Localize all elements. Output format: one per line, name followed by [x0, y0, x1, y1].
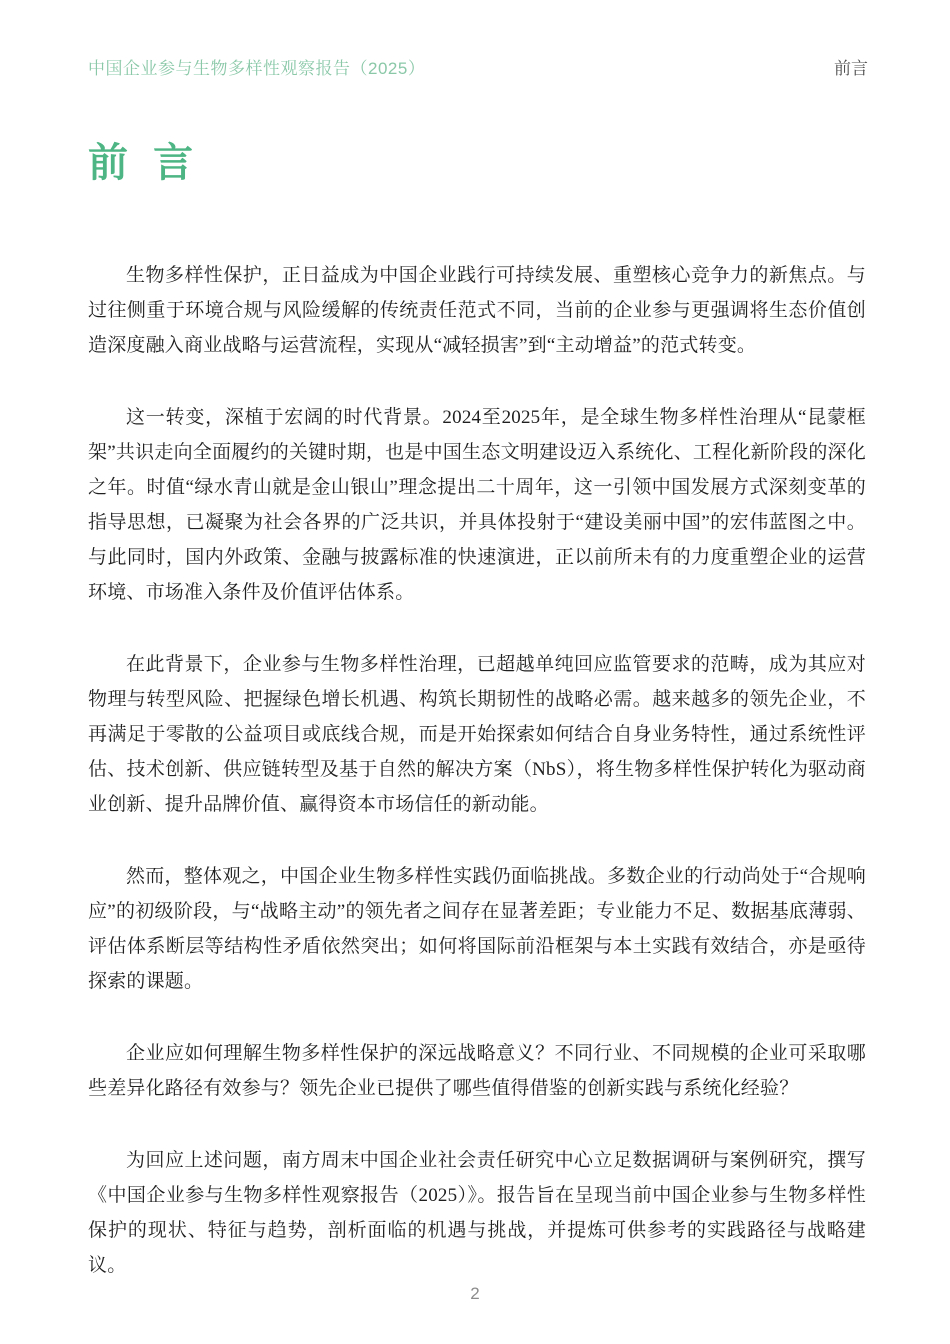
paragraph-3: 在此背景下，企业参与生物多样性治理，已超越单纯回应监管要求的范畴，成为其应对物理与转型风险、把握绿色增长机遇、构筑长期韧性的战略必需。越来越多的领先企业，不再满足于零散的公益项目或底线合规，而是开始探索如何结合自身业务特性，通过系统性评估、技术创新、供应链转型及基于自然的解决方案（NbS），将生物多样性保护转化为驱动商业创新、提升品牌价值、赢得资本市场信任的新动能。	[88, 654, 866, 815]
running-header	[88, 58, 868, 80]
header-report-title: 中国企业参与生物多样性观察报告（2025）	[88, 59, 426, 78]
header-section-label: 前言	[834, 59, 868, 78]
page-title: 前 言	[88, 141, 196, 185]
page-number: 2	[470, 1284, 480, 1303]
paragraph-2: 这一转变，深植于宏阔的时代背景。2024至2025年，是全球生物多样性治理从“昆蒙框架”共识走向全面履约的关键时期，也是中国生态文明建设迈入系统化、工程化新阶段的深化之年。时值“绿水青山就是金山银山”理念提出二十周年，这一引领中国发展方式深刻变革的指导思想，已凝聚为社会各界的广泛共识，并具体投射于“建设美丽中国”的宏伟蓝图之中。与此同时，国内外政策、金融与披露标准的快速演进，正以前所未有的力度重塑企业的运营环境、市场准入条件及价值评估体系。	[88, 407, 866, 603]
paragraph-6: 为回应上述问题，南方周末中国企业社会责任研究中心立足数据调研与案例研究，撰写《中国企业参与生物多样性观察报告（2025）》。报告旨在呈现当前中国企业参与生物多样性保护的现状、特征与趋势，剖析面临的机遇与挑战，并提炼可供参考的实践路径与战略建议。	[88, 1150, 866, 1276]
paragraph-1: 生物多样性保护，正日益成为中国企业践行可持续发展、重塑核心竞争力的新焦点。与过往侧重于环境合规与风险缓解的传统责任范式不同，当前的企业参与更强调将生态价值创造深度融入商业战略与运营流程，实现从“减轻损害”到“主动增益”的范式转变。	[88, 265, 866, 356]
body-content	[88, 258, 866, 1283]
paragraph-5: 企业应如何理解生物多样性保护的深远战略意义？不同行业、不同规模的企业可采取哪些差异化路径有效参与？领先企业已提供了哪些值得借鉴的创新实践与系统化经验？	[88, 1043, 866, 1099]
paragraph-4: 然而，整体观之，中国企业生物多样性实践仍面临挑战。多数企业的行动尚处于“合规响应”的初级阶段，与“战略主动”的领先者之间存在显著差距；专业能力不足、数据基底薄弱、评估体系断层等结构性矛盾依然突出；如何将国际前沿框架与本土实践有效结合，亦是亟待探索的课题。	[88, 866, 866, 992]
